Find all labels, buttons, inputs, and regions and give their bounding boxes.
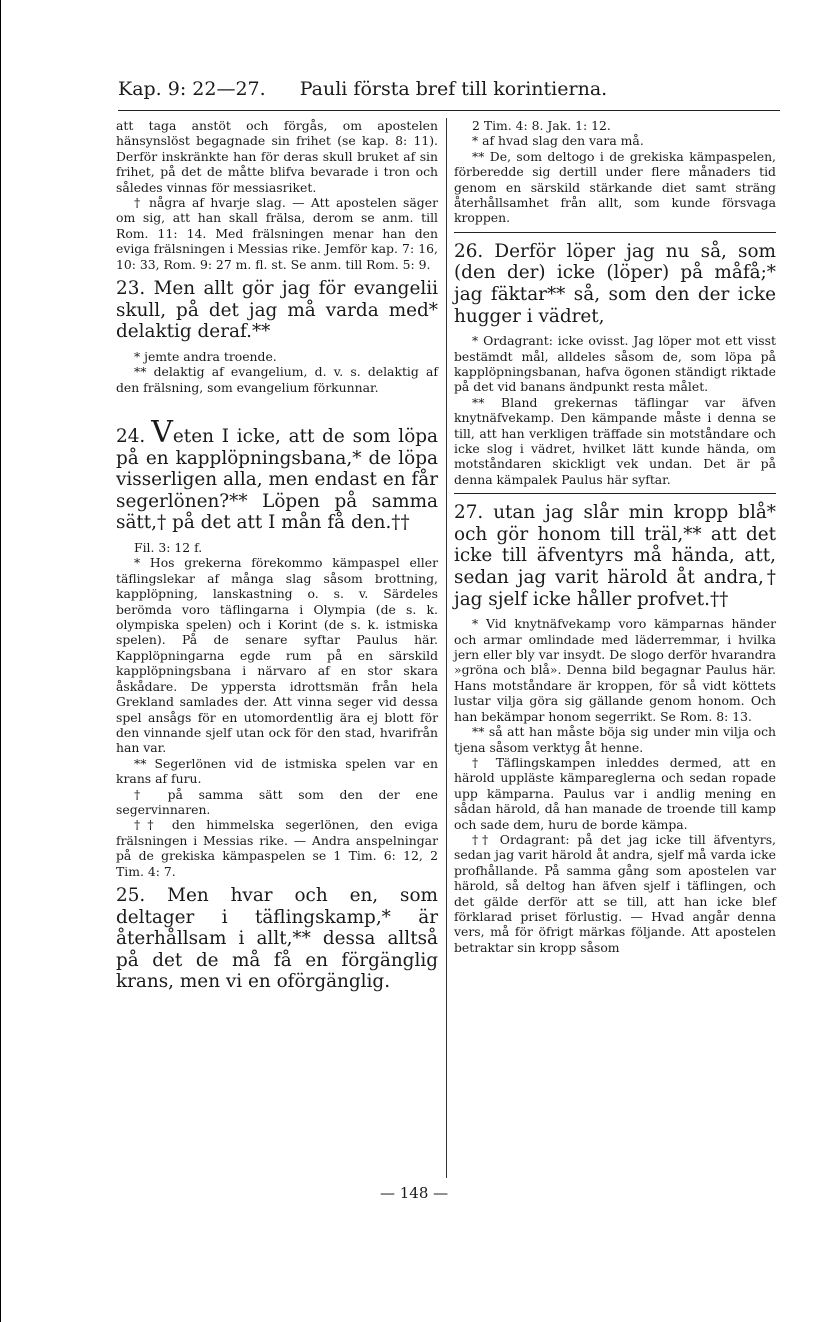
- verse-23: 23. Men allt gör jag för evangelii skull, på det jag må varda med* delaktig deraf.**: [116, 278, 438, 343]
- verse-24-notes: [116, 540, 438, 879]
- footnote: ** Bland grekernas täflingar var äfven knytnäfvekamp. Den kämpande måste i denna se till, att han verkligen träffade sin motståndare och icke slog i vädret, hvilket lätt kunde hända, om motståndaren skickligt vek undan. Det är på denna kämpalek Paulus här syftar.: [454, 394, 776, 487]
- verse-26: 26. Derför löper jag nu så, som (den der) icke (löper) på måfå;* jag fäktar** så, som den der icke hugger i vädret,: [454, 240, 776, 327]
- running-title: Pauli första bref till korintierna.: [299, 78, 608, 100]
- verse-number: 24.: [116, 426, 146, 448]
- verse-24: [116, 415, 438, 534]
- footnote: † på samma sätt som den der ene segervinnaren.: [116, 786, 438, 817]
- footnote: †† Ordagrant: på det jag icke till äfventyrs, sedan jag varit härold åt andra, sjelf må varda icke profhållande. På samma gång som apostelen var härold, så deltog han äfven sjelf i täflingen, och det gälde derför att se till, att han icke blef förklarad priset förlustig. — Hvad angår denna vers, må för öfrigt märkas följande. Att apostelen betraktar sin kropp såsom: [454, 831, 776, 955]
- footnote-block: [454, 118, 776, 226]
- footnote-continuation: att taga anstöt och förgås, om apostelen hänsynslöst begagnade sin frihet (se kap. 8: 11). Derför inskränkte han för deras skull bruket af sin frihet, på det de måtte blifva bevarade i tron och således vinnas för messiasriket.: [116, 118, 438, 195]
- footnote: ** Segerlönen vid de istmiska spelen var en krans af furu.: [116, 755, 438, 787]
- column-separator: [446, 118, 447, 1178]
- cross-reference: Fil. 3: 12 f.: [134, 540, 203, 556]
- footnote-block: [116, 118, 438, 272]
- page-number: — 148 —: [380, 1184, 449, 1202]
- footnote: ** delaktig af evangelium, d. v. s. delaktig af den frälsning, som evangelium förkunnar.: [116, 364, 438, 395]
- footnote: * Vid knytnäfvekamp voro kämparnas händer och armar omlindade med läderremmar, i hvilka jern eller bly var insydt. De slogo derför hvarandra »gröna och blå». Denna bild begagnar Paulus här. Hans motståndare är kroppen, för så vidt köttets lustar vilja göra sig gällande genom honom. Och han bekämpar honom segerrikt. Se Rom. 8: 13.: [454, 616, 776, 724]
- header-rule: [118, 110, 780, 111]
- scan-edge-line: [0, 0, 1, 1322]
- section-rule: [454, 493, 776, 494]
- verse-27: 27. utan jag slår min kropp blå* och gör honom till träl,** att det icke till äfventyrs må hända, att, sedan jag varit härold åt andra,† jag sjelf icke håller profvet.††: [454, 502, 776, 610]
- verse-27-notes: [454, 616, 776, 955]
- verse-text: eten I icke, att de som löpa på en kapplöpningsbana,* de löpa visserligen alla, men endast en får segerlönen?** Löpen på samma sätt,† på det att I mån få den.††: [116, 426, 438, 534]
- chapter-reference: Kap. 9: 22—27.: [118, 78, 266, 100]
- verse-25: 25. Men hvar och en, som deltager i täflingskamp,* är återhållsam i allt,** dessa alltså på det de må få en förgänglig krans, men vi en oförgänglig.: [116, 884, 438, 993]
- cross-reference: 2 Tim. 4: 8. Jak. 1: 12.: [472, 118, 611, 133]
- right-column: [454, 118, 776, 955]
- page-header: [118, 78, 778, 100]
- drop-initial: V: [151, 415, 173, 451]
- footnote: * Ordagrant: icke ovisst. Jag löper mot ett visst bestämdt mål, alldeles såsom de, som löpa på kapplöpningsbanan, hafva ögonen ständigt riktade på det vid banans ändpunkt resta målet.: [454, 333, 776, 395]
- footnote: * jemte andra troende.: [134, 348, 277, 364]
- footnote: ** De, som deltogo i de grekiska kämpaspelen, förberedde sig dertill under flere månaders tid genom en särskild stärkande diet samt sträng återhållsamhet från allt, som kunde försvaga kroppen.: [454, 148, 776, 226]
- footnote-dagger: † några af hvarje slag. — Att apostelen säger om sig, att han skall frälsa, derom se anm. till Rom. 11: 14. Med frälsningen menar han den eviga frälsningen i Messias rike. Jemför kap. 7: 16, 10: 33, Rom. 9: 27 m. fl. st. Se anm. till Rom. 5: 9.: [116, 195, 438, 272]
- footnote: † Täflingskampen inleddes dermed, att en härold uppläste kämpareglerna och sedan ropade upp kämparna. Paulus var i andlig mening en sådan härold, då han manade de troende till kamp och sade dem, huru de borde kämpa.: [454, 754, 776, 832]
- footnote: ** så att han måste böja sig under min vilja och tjena såsom verktyg åt henne.: [454, 724, 776, 755]
- footnote: * Hos grekerna förekommo kämpaspel eller täflingslekar af många slag såsom brottning, kapplöpning, lanskastning o. s. v. Särdeles berömda voro täflingarna i Olympia (de s. k. olympiska spelen) och i Korint (de s. k. istmiska spelen). På de senare syftar Paulus här. Kapplöpningarna egde rum på en särskild kapplöpningsbana i närvaro af en stor skara åskådare. De yppersta idrottsmän från hela Grekland samlades der. Att vinna seger vid dessa spel ansågs för en utomordentlig ära ej blott för den vinnande sjelf utan ock för den stad, hvarifrån han var.: [116, 555, 438, 756]
- verse-26-notes: [454, 333, 776, 487]
- left-column: [116, 118, 438, 999]
- footnote: * af hvad slag den vara må.: [472, 133, 644, 149]
- section-rule: [454, 232, 776, 233]
- verse-23-notes: [116, 349, 438, 395]
- footnote: †† den himmelska segerlönen, den eviga frälsningen i Messias rike. — Andra anspelningar på de grekiska kämpaspelen se 1 Tim. 6: 12, 2 Tim. 4: 7.: [116, 817, 438, 879]
